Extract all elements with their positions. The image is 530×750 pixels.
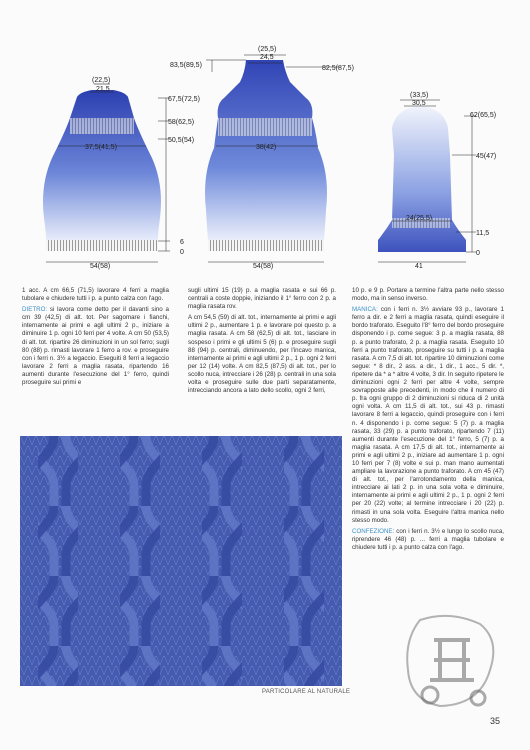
back-dim-h-right-top: 82,5(87,5) (322, 65, 354, 72)
back-rib-top (218, 118, 312, 136)
sleeve-dim-top-outer: (33,5) (410, 92, 429, 99)
back-dim-h-left-top: 83,5(89,5) (170, 62, 202, 69)
sleeve-piece (378, 92, 496, 270)
sleeve-dim-width-mid: 24(25,5) (406, 215, 433, 222)
text-column-left (22, 287, 169, 390)
front-dim-h-right-top: 67,5(72,5) (168, 96, 200, 103)
back-piece (170, 46, 354, 270)
paragraph: 10 p. e 9 p. Portare a termine l'altra parte nello stesso modo, ma in senso inverso. (352, 287, 504, 303)
paragraph (22, 306, 169, 387)
back-rib-bottom (208, 240, 324, 251)
front-dim-h-right-mid: 58(62,5) (168, 119, 195, 126)
sleeve-dim-top-inner: 30,5 (412, 100, 426, 107)
photo-caption: PARTICOLARE AL NATURALE (262, 689, 351, 695)
paragraph-body: con i ferri n. 3½ e lungo lo scollo nuca, riprendere 46 (48) p. ... ferri a maglia tubolare e chiudere tutti i p. a punto calza con l'ago. (352, 527, 504, 551)
back-dim-top-inner: 24,5 (260, 54, 274, 61)
sleeve-dim-bottom-width: 41 (415, 263, 423, 270)
knit-texture (20, 436, 342, 686)
front-rib-bottom (46, 240, 158, 251)
schematics-svg (0, 0, 530, 280)
back-dim-chest: 38(42) (256, 144, 277, 151)
back-dim-top-outer: (25,5) (258, 46, 277, 53)
page-number: 35 (490, 716, 501, 726)
section-label-dietro: DIETRO: (22, 306, 48, 314)
text-column-right (352, 287, 504, 555)
front-dim-h-right-low: 50,5(54) (168, 137, 195, 144)
front-dim-h-zero: 0 (180, 249, 184, 256)
paragraph: A cm 54,5 (59) di alt. tot., internamente ai primi e agli ultimi 2 p., aumentare 1 p. e lavorare poi questo p. a maglia rasata. A cm 58 (62,5) di alt. tot., lasciare in sospeso i primi e gli ultimi 5 (6) p. e proseguire sugli 88 (94) p. centrali, diminuendo, per l'incavo manica, internamente ai primi e agli ultimi 2 p., 1 p. ogni 2 ferri per 12 (14) volte. A cm 82,5 (87,5) di alt. tot., per lo scollo nuca, intrecciare i 26 (28) p. centrali in una sola volta e proseguire sulle due parti separatamente, intrecciando ancora a lato dello scollo, ogni 2 ferri, (188, 314, 336, 395)
paragraph (352, 528, 504, 552)
front-piece (43, 77, 200, 270)
front-dim-h-cuff-top: 6 (180, 239, 184, 246)
front-dim-neck-bottom: 21,5 (96, 86, 110, 93)
front-rib-top (70, 118, 134, 134)
front-dim-chest: 37,5(41,5) (85, 144, 117, 151)
section-label-manica: MANICA: (352, 306, 378, 314)
watermark-stamp (400, 610, 510, 715)
text-column-middle (188, 287, 336, 398)
paragraph (352, 306, 504, 525)
front-body-shape (43, 90, 161, 240)
paragraph-body: si lavora come detto per il davanti sino a cm 39 (42,5) di alt. tot. Per sagomare i fianchi, internamente ai primi e agli ultimi 2 p., iniziare a diminuire 1 p. ogni 10 ferri per 4 volte. A cm 50 (53,5) di alt. tot. ripartire 26 diminuzioni in un sol ferro; sugli 80 (88) p. rimasti lavorare 1 ferro a rov. e proseguire con i ferri n. 3½ a legaccio. Eseguiti 8 ferri a legaccio lavorare 2 ferri a maglia rasata, ripartendo 16 aumenti durante l'esecuzione del 1° ferro, quindi proseguire sui primi e (22, 306, 169, 387)
sleeve-dim-h-low: 11,5 (476, 230, 490, 237)
paragraph: 1 acc. A cm 66,5 (71,5) lavorare 4 ferri a maglia tubolare e chiudere tutti i p. a punto calza con l'ago. (22, 287, 169, 303)
back-dim-bottom-width: 54(58) (253, 263, 274, 270)
paragraph: sugli ultimi 15 (19) p. a maglia rasata e sui 66 p. centrali a coste doppie, iniziando il 1° ferro con 2 p. a maglia rasata rov. (188, 287, 336, 311)
sleeve-shape (378, 106, 466, 252)
sleeve-dim-h-mid: 45(47) (476, 153, 497, 160)
front-dim-bottom-width: 54(58) (90, 263, 111, 270)
knit-detail-photo (20, 436, 342, 686)
front-dim-neck-top: (22,5) (92, 77, 111, 84)
section-label-confezione: CONFEZIONE: (352, 527, 395, 535)
schematics-area (0, 0, 530, 280)
paragraph-body: con i ferri n. 3½ avviare 93 p., lavorare 1 ferro a dir. e 2 ferri a maglia rasata, quindi eseguire il bordo traforato. Eseguito l'8° ferro del bordo proseguire disponendo i p. come segue: 3 p. a maglia rasata, 88 p. a punto traforato, 2 p. a maglia rasata. Eseguito 10 ferri a punto traforato, proseguire su tutti i p. a maglia rasata. A cm 7,5 di alt. tot. ripartire 10 diminuzioni come segue: * 8 dir., 2 ass. a dir., 1 dir., 1 acc., 5 dir. *, ripetere da * a * altre 4 volte, 3 dir. In seguito ripetere le diminuzioni ogni 2 ferri per altre 4 volte, sempre sovrapposte alle precedenti, in modo che il numero di p. fra ogni gruppo di 2 diminuzioni si riduca di 2 unità ogni volta. A cm 11,5 di alt. tot., sui 43 p. rimasti lavorare 8 ferri a legaccio, quindi proseguire con i ferri n. 4 disponendo i p. come segue: 5 (7) p. a maglia rasata, 33 (29) p. a punto traforato, ripartendo 7 (11) aumenti durante l'esecuzione del 1° ferro, 5 (7) p. a maglia rasata. A cm 17,5 di alt. tot., internamente ai primi e agli ultimi 2 p., iniziare ad aumentare 1 p. ogni 10 ferri per 7 (8) volte e sui p. man mano aumentati ampliare la lavorazione a punto traforato. A cm 45 (47) di alt. tot., per l'arrotondamento della manica, intrecciare ai lati 2 p. in una sola volta e diminuire, internamente ai primi e agli ultimi 2 p., 1 p. ogni 2 ferri per 20 (22) volte; al termine intrecciare i 20 (22) p. rimasti in una sola volta. Eseguire l'altra manica nello stesso modo. (352, 306, 505, 524)
sleeve-dim-h-top: 62(65,5) (470, 112, 497, 119)
sleeve-dim-h-zero: 0 (476, 250, 480, 257)
